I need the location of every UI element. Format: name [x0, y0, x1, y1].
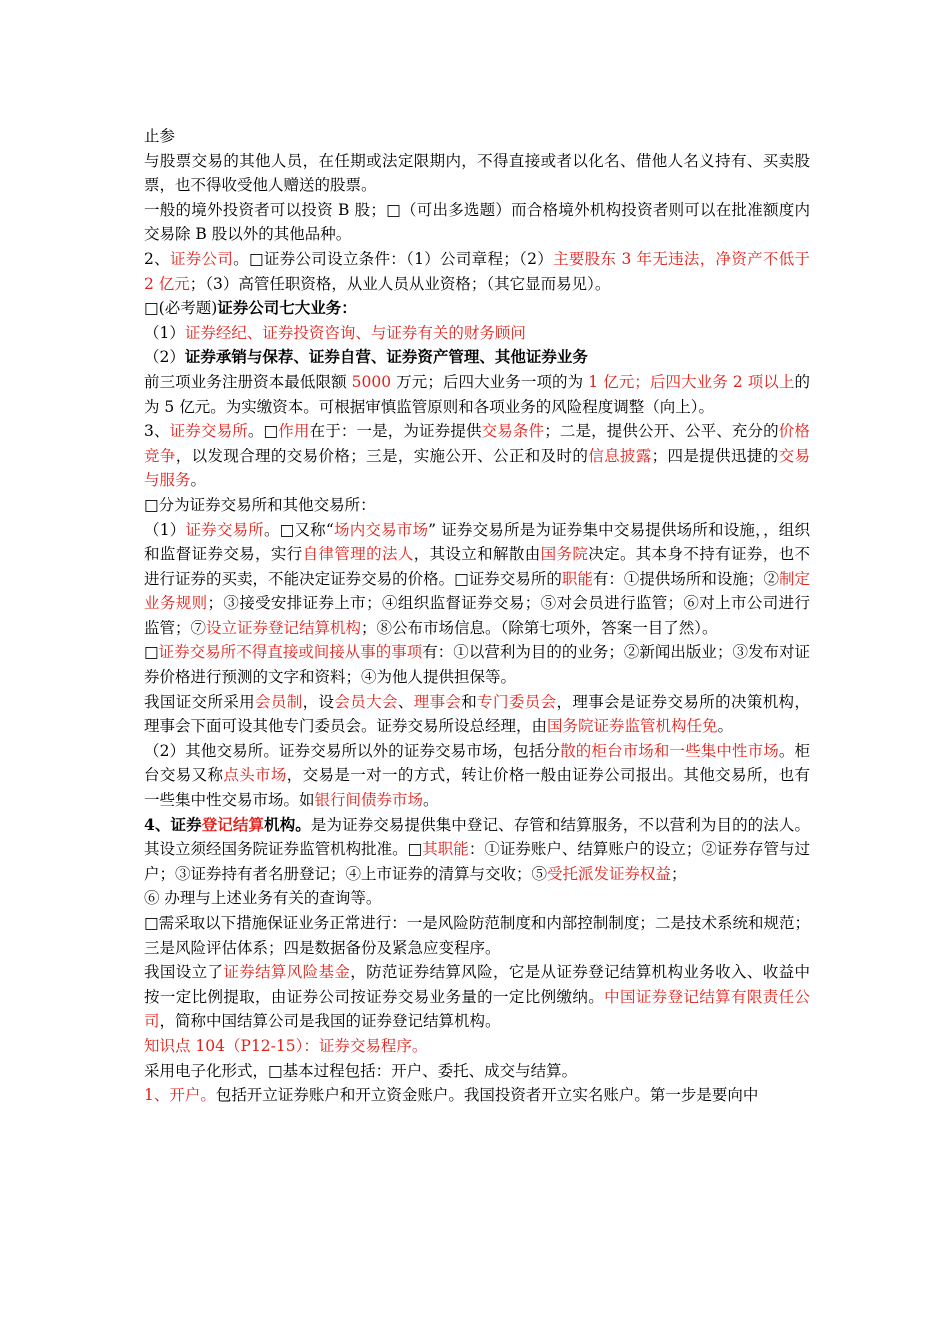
text-run: ，以发现合理的交易价格；三是，实施公开、公正和及时的	[175, 446, 589, 465]
text-run: 与股票交易的其他人员，在任期或法定限期内，不得直接或者以化名、借他人名义持有、买卖股票，也不得收受他人赠送的股票。	[144, 151, 810, 195]
text-run: 一般的境外投资者可以投资 B 股；□（可出多选题）而合格境外机构投资者则可以在批准额度内交易除 B 股以外的其他品种。	[144, 200, 810, 244]
text-run: 的为 5 亿元。为实缴资本。可根据审慎监管原则和各项业务的风险程度调整（向上）。	[144, 372, 810, 416]
text-run: 止参	[144, 127, 176, 145]
highlighted-text: 场内交易市场	[333, 520, 429, 539]
text-run: 。□又称“	[263, 520, 334, 539]
paragraph	[144, 1059, 810, 1084]
highlighted-text: 5000	[351, 372, 392, 391]
text-run: 万元；后四大业务一项的为	[391, 372, 589, 391]
text-run: □分为证券交易所和其他交易所：	[144, 495, 376, 514]
paragraph	[144, 960, 810, 1034]
text-run: ，理事会是证券交易所的决策机构，理事会下面可设其他专门委员会。证券交易所设总经理，由	[144, 692, 810, 736]
text-run: 我国设立了	[144, 963, 224, 982]
text-run: 和	[461, 692, 478, 711]
text-run: 在于：一是，为证券提供	[309, 422, 482, 441]
highlighted-text: 会员大会	[334, 692, 398, 711]
paragraph	[144, 296, 810, 321]
text-run: ” 证券交易所是为证券集中交易提供场所和设施，，组织和监督证券交易，实行	[144, 520, 810, 564]
text-run: ：①证券账户、结算账户的设立；②证券存管与过户；③证券持有者名册登记；④上市证券的清算与交收；⑤	[144, 840, 810, 883]
text-run: □	[144, 643, 159, 662]
text-run: 。□证券公司设立条件：（1）公司章程；（2）	[233, 249, 554, 268]
text-run: （2）其他交易所。证券交易所以外的证券交易市场，包括分	[144, 741, 561, 760]
highlighted-text: 职能	[561, 569, 593, 588]
paragraph	[144, 419, 810, 493]
paragraph	[144, 345, 810, 370]
highlighted-text: 知识点 104（P12-15）：证券交易程序。	[144, 1036, 428, 1055]
paragraph	[144, 739, 810, 813]
highlighted-text: 设立证券登记结算机构	[206, 618, 362, 637]
text-run: 机构。	[264, 814, 311, 834]
text-run: 采用电子化形式，□基本过程包括：开户、委托、成交与结算。	[144, 1061, 578, 1080]
text-run: （2）	[144, 348, 185, 367]
text-run: （1）	[144, 520, 186, 539]
text-run: 、	[397, 692, 414, 711]
text-run: □需采取以下措施保证业务正常进行：一是风险防范制度和内部控制制度；二是技术系统和规范；三是风险评估体系；四是数据备份及紧急应变程序。	[144, 914, 810, 957]
paragraph	[144, 886, 810, 911]
text-run: 包括开立证券账户和开立资金账户。我国投资者开立实名账户。第一步是要向中	[215, 1086, 759, 1105]
highlighted-text: 价格竞争	[144, 422, 810, 465]
paragraph	[144, 813, 810, 887]
text-run: ，简称中国结算公司是我国的证券登记结算机构。	[159, 1012, 501, 1031]
highlighted-text: 理事会	[413, 692, 462, 711]
highlighted-text: 国务院	[540, 545, 589, 564]
text-run: 4、证券	[144, 814, 202, 834]
text-run: 前三项业务注册资本最低限额	[144, 372, 352, 391]
highlighted-text: 受托派发证券权益	[547, 864, 672, 883]
paragraph	[144, 370, 810, 419]
highlighted-text: 自律管理的法人	[302, 545, 414, 564]
text-run: （1）	[144, 323, 185, 342]
highlighted-text: 1 亿元；后四大业务 2 项以上	[588, 372, 795, 391]
text-run: ，防范证券结算风险，它是从证券登记结算机构业务收入、收益中按一定比例提取，由证券公司按证券交易业务量的一定比例缴纳。	[144, 963, 810, 1006]
text-run: 。□	[247, 422, 279, 441]
highlighted-text: 主要股东 3 年无违法，净资产不低于 2 亿元	[144, 249, 810, 293]
text-run: 。	[190, 471, 207, 490]
highlighted-text: 证券交易所不得直接或间接从事的事项	[158, 643, 423, 662]
paragraph	[144, 149, 810, 198]
highlighted-text: 会员制	[255, 692, 303, 711]
text-run: ，设	[302, 692, 335, 711]
text-run: ；	[671, 864, 687, 883]
highlighted-text: 交易与服务	[144, 446, 810, 490]
highlighted-text: 交易条件	[481, 422, 545, 441]
paragraph	[144, 198, 810, 247]
text-run: ；（3）高管任职资格，从业人员从业资格；（其它显而易见）。	[189, 274, 611, 293]
highlighted-text: 证券经纪、证券投资咨询、与证券有关的财务顾问	[184, 323, 526, 342]
paragraph	[144, 321, 810, 346]
highlighted-text: 1、开户。	[144, 1086, 216, 1105]
text-run: □(必考题)	[144, 299, 218, 318]
text-run: ，交易是一对一的方式，转让价格一般由证券公司报出。其他交易所，也有一些集中性交易市场。如	[144, 766, 810, 810]
text-run: 。柜台交易又称	[144, 741, 810, 785]
highlighted-text: 证券交易所	[185, 520, 264, 539]
highlighted-text: 其职能	[422, 840, 469, 859]
paragraph	[144, 247, 810, 296]
text-run: 决定。其本身不持有证券，也不进行证券的买卖，不能决定证券交易的价格。□证券交易所的	[144, 545, 810, 588]
text-run: ，其设立和解散由	[413, 545, 541, 564]
paragraph	[144, 1083, 810, 1108]
highlighted-text: 专门委员会	[477, 692, 557, 711]
paragraph	[144, 124, 810, 149]
paragraph	[144, 911, 810, 960]
highlighted-text: 证券交易所	[169, 422, 248, 441]
paragraph	[144, 518, 810, 641]
highlighted-text: 银行间债券市场	[314, 791, 424, 810]
paragraph	[144, 493, 810, 518]
highlighted-text: 证券公司	[169, 249, 234, 268]
paragraph	[144, 640, 810, 689]
text-run: 。	[717, 717, 734, 736]
document-page	[144, 124, 810, 1108]
highlighted-text: 散的柜台市场和一些集中性市场	[560, 741, 779, 760]
paragraph	[144, 690, 810, 739]
text-run: 有：①以营利为目的的业务；②新闻出版业；③发布对证券价格进行预测的文字和资料；④为他人提供担保等。	[144, 643, 810, 687]
text-run: ⑥ 办理与上述业务有关的查询等。	[144, 889, 382, 908]
text-run: ；二是，提供公开、公平、充分的	[544, 422, 779, 441]
highlighted-text: 中国证券登记结算有限责任公司	[144, 987, 810, 1031]
highlighted-text: 作用	[278, 422, 310, 441]
text-run: 是为证券交易提供集中登记、存管和结算服务，不以营利为目的的法人。其设立须经国务院证券监管机构批准。□	[144, 815, 810, 859]
highlighted-text: 点头市场	[223, 766, 287, 785]
text-run: 3、	[144, 422, 170, 441]
highlighted-text: 登记结算	[201, 814, 265, 834]
text-run: 证券公司七大业务：	[217, 298, 357, 318]
text-run: 有：①提供场所和设施；②	[592, 569, 779, 588]
text-run: 。	[423, 791, 439, 810]
paragraph	[144, 1034, 810, 1059]
text-run: 我国证交所采用	[144, 692, 256, 711]
text-run: ；⑧公布市场信息。（除第七项外，答案一目了然）。	[361, 618, 718, 637]
text-run: 2、	[144, 249, 170, 268]
highlighted-text: 制定业务规则	[144, 569, 810, 613]
text-run: 证券承销与保荐、证券自营、证券资产管理、其他证券业务	[184, 347, 588, 367]
highlighted-text: 国务院证券监管机构任免	[547, 717, 718, 736]
highlighted-text: 信息披露	[588, 446, 652, 465]
highlighted-text: 证券结算风险基金	[223, 963, 351, 982]
text-run: ；③接受安排证券上市；④组织监督证券交易；⑤对会员进行监管；⑥对上市公司进行监管；⑦	[144, 594, 810, 637]
text-run: ；四是提供迅捷的	[651, 446, 779, 465]
